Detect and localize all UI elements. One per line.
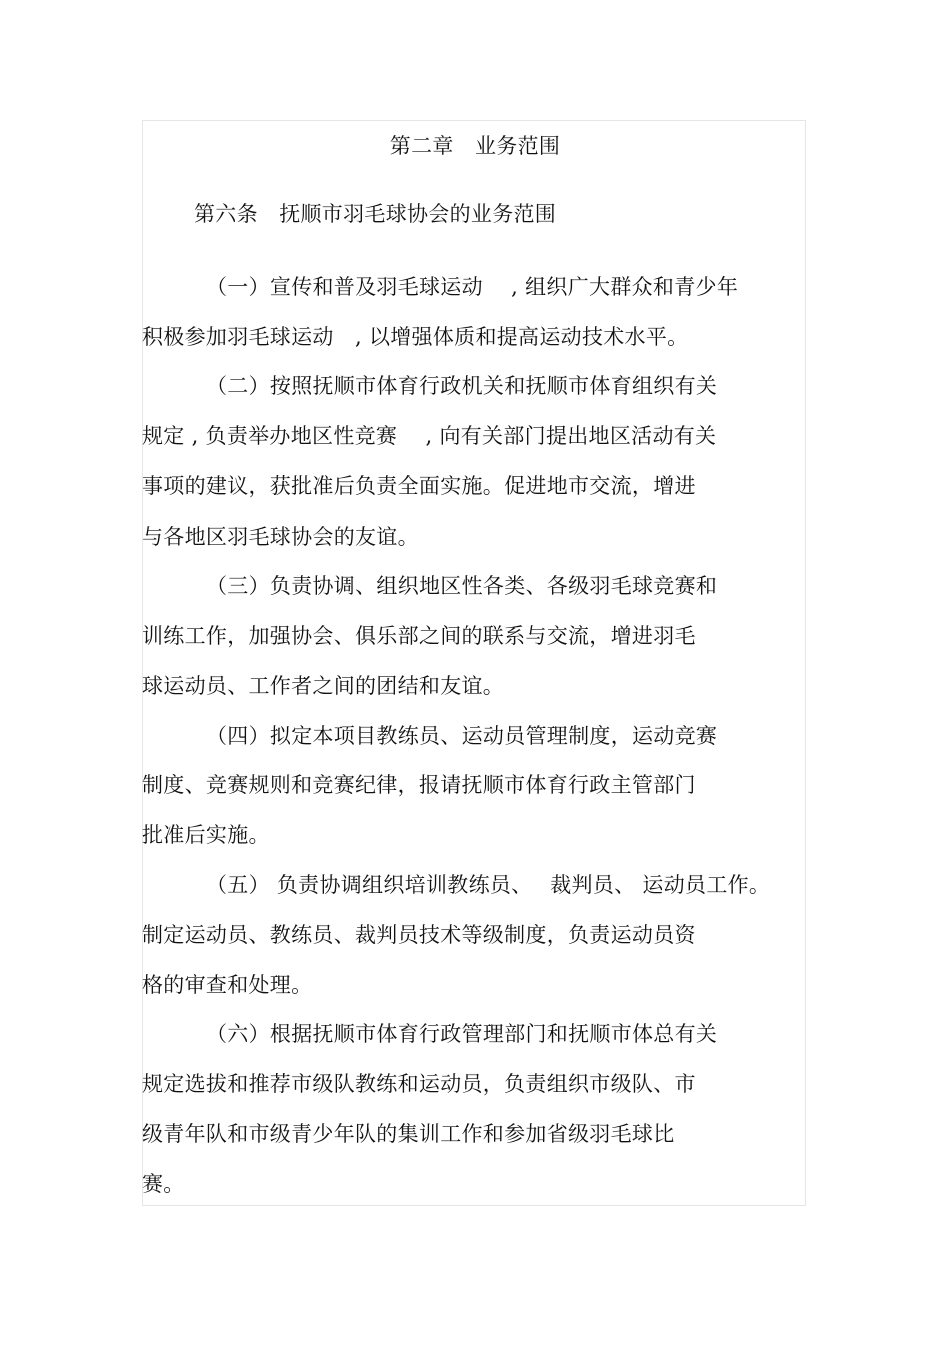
- body-line: 训练工作，加强协会、俱乐部之间的联系与交流，增进羽毛: [142, 624, 696, 648]
- body-line: （六）根据抚顺市体育行政管理部门和抚顺市体总有关: [206, 1022, 718, 1046]
- article-title: 第六条 抚顺市羽毛球协会的业务范围: [194, 202, 557, 226]
- body-line: 制度、竞赛规则和竞赛纪律，报请抚顺市体育行政主管部门: [142, 773, 696, 797]
- body-line: 规定 , 负责举办地区性竞赛 , 向有关部门提出地区活动有关: [142, 424, 717, 448]
- body-line: 事项的建议，获批准后负责全面实施。促进地市交流，增进: [142, 474, 696, 498]
- body-line: 与各地区羽毛球协会的友谊。: [142, 525, 419, 549]
- body-line: 格的审查和处理。: [142, 973, 313, 997]
- body-line: 规定选拔和推荐市级队教练和运动员，负责组织市级队、市: [142, 1072, 696, 1096]
- body-line: 球运动员、工作者之间的团结和友谊。: [142, 674, 505, 698]
- body-line: 积极参加羽毛球运动 , 以增强体质和提高运动技术水平。: [142, 325, 689, 349]
- body-line: （三）负责协调、组织地区性各类、各级羽毛球竞赛和: [206, 574, 718, 598]
- chapter-title: 第二章 业务范围: [389, 134, 561, 158]
- body-line: 级青年队和市级青少年队的集训工作和参加省级羽毛球比: [142, 1122, 675, 1146]
- body-line: 制定运动员、教练员、裁判员技术等级制度，负责运动员资: [142, 923, 696, 947]
- body-line: （二）按照抚顺市体育行政机关和抚顺市体育组织有关: [206, 374, 718, 398]
- body-line: （四）拟定本项目教练员、运动员管理制度，运动竞赛: [206, 724, 718, 748]
- body-line: （一）宣传和普及羽毛球运动 , 组织广大群众和青少年: [206, 275, 739, 299]
- body-line: 批准后实施。: [142, 823, 270, 847]
- body-line: （五） 负责协调组织培训教练员、 裁判员、 运动员工作。: [206, 873, 771, 897]
- body-line: 赛。: [142, 1172, 185, 1196]
